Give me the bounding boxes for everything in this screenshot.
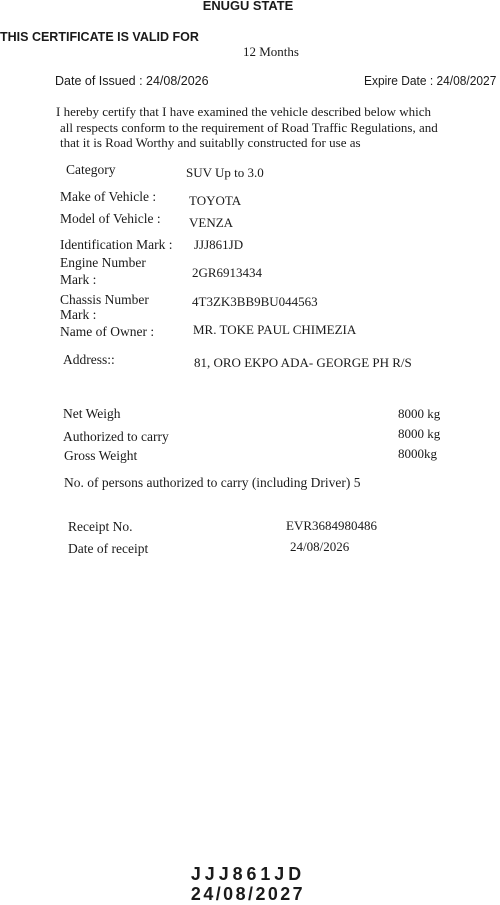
gross-weight-label: Gross Weight xyxy=(64,448,138,463)
authorized-carry-label: Authorized to carry xyxy=(63,429,169,444)
identification-mark-value: JJJ861JD xyxy=(194,237,244,252)
expire-date: Expire Date : 24/08/2027 xyxy=(364,74,497,88)
category-value: SUV Up to 3.0 xyxy=(186,165,264,180)
state-title: ENUGU STATE xyxy=(202,0,294,13)
model-label: Model of Vehicle : xyxy=(60,211,161,226)
owner-value: MR. TOKE PAUL CHIMEZIA xyxy=(193,322,357,337)
engine-number-label-mark: Mark : xyxy=(60,272,97,287)
validity-period: 12 Months xyxy=(243,44,299,59)
gross-weight-value: 8000kg xyxy=(398,446,437,461)
owner-label: Name of Owner : xyxy=(60,324,155,339)
persons-authorized: No. of persons authorized to carry (including Driver) 5 xyxy=(64,475,361,490)
footer-expiry-date: 24/08/2027 xyxy=(190,884,306,904)
model-value: VENZA xyxy=(189,215,234,230)
engine-number-value: 2GR6913434 xyxy=(192,265,263,280)
certification-line-3: that it is Road Worthy and suitablly constructed for use as xyxy=(60,135,361,150)
net-weight-value: 8000 kg xyxy=(398,406,441,421)
receipt-date-label: Date of receipt xyxy=(68,541,149,556)
chassis-number-value: 4T3ZK3BB9BU044563 xyxy=(192,294,318,309)
identification-mark-label: Identification Mark : xyxy=(60,237,173,252)
engine-number-label: Engine Number xyxy=(60,255,146,270)
certification-line-1: I hereby certify that I have examined the vehicle described below which xyxy=(56,104,432,119)
receipt-date-value: 24/08/2026 xyxy=(290,539,350,554)
address-value: 81, ORO EKPO ADA- GEORGE PH R/S xyxy=(194,355,412,370)
address-label: Address:: xyxy=(63,352,115,367)
receipt-number-value: EVR3684980486 xyxy=(286,518,377,533)
chassis-number-label: Chassis Number xyxy=(60,292,149,307)
certification-line-2: all respects conform to the requirement of Road Traffic Regulations, and xyxy=(60,120,438,135)
receipt-number-label: Receipt No. xyxy=(68,519,133,534)
make-value: TOYOTA xyxy=(189,193,242,208)
footer-plate-number: JJJ861JD xyxy=(190,864,306,884)
authorized-carry-value: 8000 kg xyxy=(398,426,441,441)
category-label: Category xyxy=(66,162,116,177)
make-label: Make of Vehicle : xyxy=(60,189,157,204)
net-weight-label: Net Weigh xyxy=(63,406,121,421)
chassis-number-label-mark: Mark : xyxy=(60,307,97,322)
validity-label: THIS CERTIFICATE IS VALID FOR xyxy=(0,30,199,44)
date-issued: Date of Issued : 24/08/2026 xyxy=(55,74,209,88)
